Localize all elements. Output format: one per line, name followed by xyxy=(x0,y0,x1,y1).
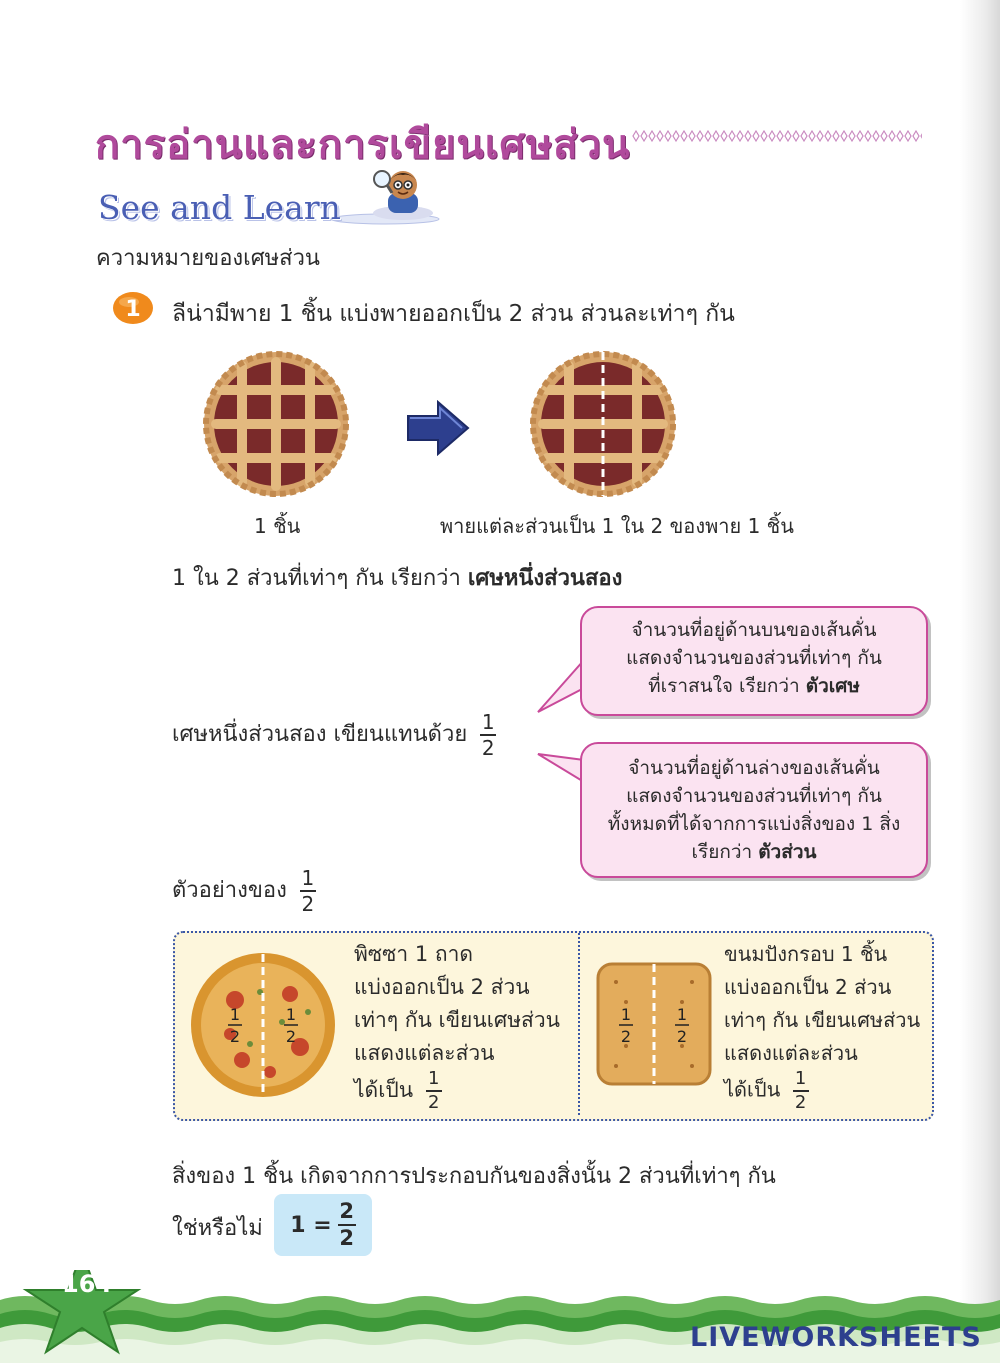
examples-fraction xyxy=(300,868,316,914)
answer-box xyxy=(274,1194,372,1256)
examples-divider xyxy=(578,933,580,1115)
denominator-term: ตัวส่วน xyxy=(758,841,817,863)
cracker-image xyxy=(596,962,712,1086)
equation-numerator: 2 xyxy=(339,1199,355,1223)
pizza-result: ได้เป็น $\frac{1}{2}$ xyxy=(354,1070,560,1112)
numerator-term: ตัวเศษ xyxy=(805,675,860,697)
examples-fraction-denominator: 2 xyxy=(301,892,315,916)
fraction-denominator: 2 xyxy=(481,736,495,760)
pizza-image xyxy=(190,952,336,1098)
number-badge-text: 1 xyxy=(125,297,141,322)
equation-denominator: 2 xyxy=(339,1226,355,1250)
numerator-callout xyxy=(580,606,928,716)
examples-fraction-numerator: 1 xyxy=(301,866,315,890)
half-statement-term: เศษหนึ่งส่วนสอง xyxy=(467,566,623,591)
fraction-one-half xyxy=(480,712,496,758)
examples-label xyxy=(172,868,316,914)
title-decoration xyxy=(632,128,922,144)
equation-fraction xyxy=(338,1201,356,1249)
whole-pie-caption: 1 ชิ้น xyxy=(254,514,301,538)
number-badge xyxy=(112,291,154,325)
whole-pie-image xyxy=(200,350,352,498)
denominator-callout xyxy=(580,742,928,878)
conclusion-line2: ใช่หรือไม่ xyxy=(172,1216,263,1241)
pizza-line: พิซซา 1 ถาด xyxy=(354,942,473,966)
cracker-left-denominator: 2 xyxy=(620,1027,632,1046)
halved-pie-image xyxy=(527,350,679,498)
denominator-callout-line1: จำนวนที่อยู่ด้านล่างของเส้นคั่น xyxy=(628,757,880,779)
fraction-numerator: 1 xyxy=(481,710,495,734)
pizza-left-denominator: 2 xyxy=(229,1027,241,1046)
cracker-description xyxy=(724,938,920,1112)
pizza-right-denominator: 2 xyxy=(285,1027,297,1046)
numerator-callout-line1: จำนวนที่อยู่ด้านบนของเส้นคั่น xyxy=(631,619,877,641)
cracker-left-numerator: 1 xyxy=(620,1005,632,1024)
cracker-line: แสดงแต่ละส่วน xyxy=(724,1041,858,1065)
half-pie-caption: พายแต่ละส่วนเป็น 1 ใน 2 ของพาย 1 ชิ้น xyxy=(440,514,794,538)
conclusion-line1: สิ่งของ 1 ชิ้น เกิดจากการประกอบกันของสิ่งนั้น 2 ส่วนที่เท่าๆ กัน xyxy=(172,1164,776,1189)
fraction-definition xyxy=(172,712,496,758)
numerator-callout-line3: ที่เราสนใจ เรียกว่า ตัวเศษ xyxy=(648,675,860,697)
pizza-line: เท่าๆ กัน เขียนเศษส่วน xyxy=(354,1008,561,1032)
pizza-left-numerator: 1 xyxy=(229,1005,241,1024)
cracker-right-denominator: 2 xyxy=(676,1027,688,1046)
page-number: 164 xyxy=(62,1270,113,1298)
pizza-line: แสดงแต่ละส่วน xyxy=(354,1041,495,1065)
cracker-line: แบ่งออกเป็น 2 ส่วน xyxy=(724,975,892,999)
section-label: See and Learn xyxy=(98,188,341,227)
mascot-icon xyxy=(370,163,436,221)
cracker-result: ได้เป็น $\frac{1}{2}$ xyxy=(724,1070,920,1112)
page-title: การอ่านและการเขียนเศษส่วน xyxy=(95,121,631,168)
cracker-right-numerator: 1 xyxy=(676,1005,688,1024)
subtitle: ความหมายของเศษส่วน xyxy=(96,246,320,271)
denominator-callout-line4: เรียกว่า ตัวส่วน xyxy=(691,841,817,863)
half-statement xyxy=(172,560,622,595)
item1-text: ลีน่ามีพาย 1 ชิ้น แบ่งพายออกเป็น 2 ส่วน ส่วนละเท่าๆ กัน xyxy=(172,301,735,327)
pizza-right-numerator: 1 xyxy=(285,1005,297,1024)
pizza-fraction: $\frac{1}{2}$ xyxy=(426,1070,442,1112)
equation-left: 1 = xyxy=(290,1212,332,1238)
cracker-line: เท่าๆ กัน เขียนเศษส่วน xyxy=(724,1008,921,1032)
denominator-callout-line2: แสดงจำนวนของส่วนที่เท่าๆ กัน xyxy=(626,785,882,807)
half-statement-prefix: 1 ใน 2 ส่วนที่เท่าๆ กัน เรียกว่า xyxy=(172,566,468,591)
arrow-right-icon xyxy=(406,400,470,456)
pizza-description xyxy=(354,938,560,1112)
numerator-callout-line2: แสดงจำนวนของส่วนที่เท่าๆ กัน xyxy=(626,647,882,669)
cracker-fraction: $\frac{1}{2}$ xyxy=(793,1070,809,1112)
denominator-callout-line3: ทั้งหมดที่ได้จากการแบ่งสิ่งของ 1 สิ่ง xyxy=(607,813,901,835)
examples-label-text: ตัวอย่างของ xyxy=(172,878,287,903)
fraction-definition-text: เศษหนึ่งส่วนสอง เขียนแทนด้วย xyxy=(172,722,468,747)
cracker-line: ขนมปังกรอบ 1 ชิ้น xyxy=(724,942,888,966)
pizza-line: แบ่งออกเป็น 2 ส่วน xyxy=(354,975,530,999)
liveworksheets-logo: LIVEWORKSHEETS xyxy=(690,1322,982,1353)
